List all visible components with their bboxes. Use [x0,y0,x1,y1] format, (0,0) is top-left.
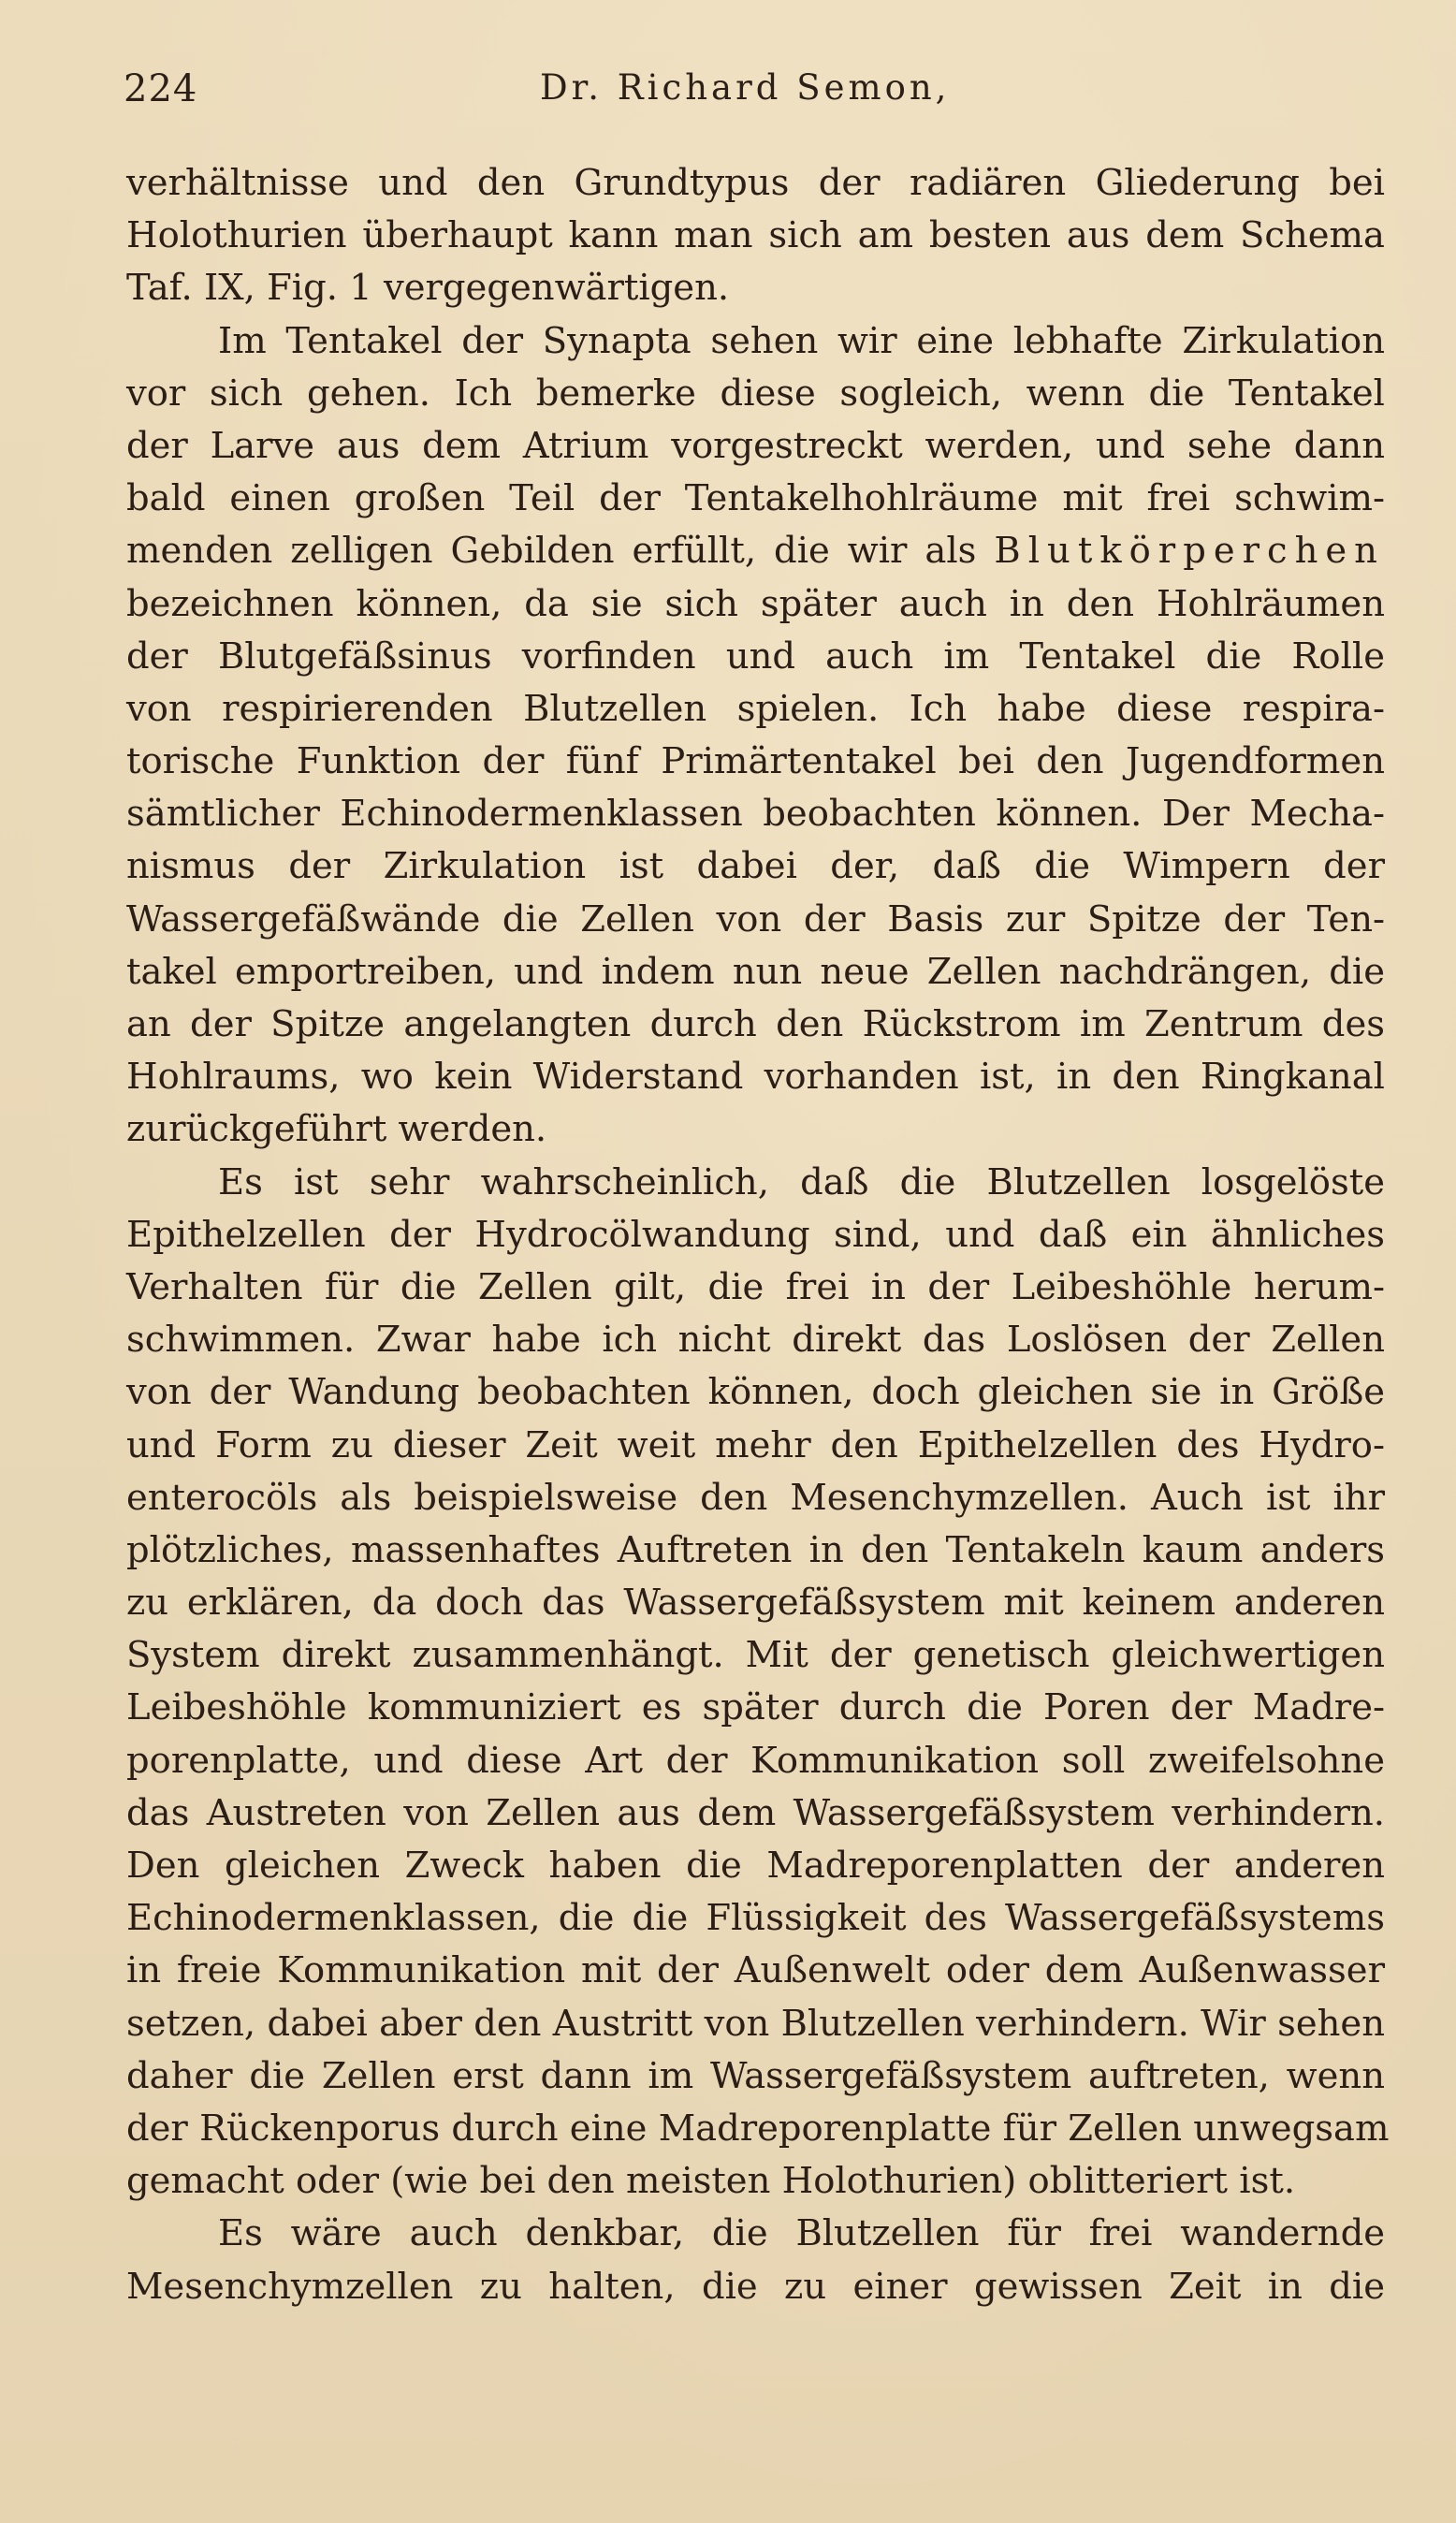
running-title: Dr. Richard Semon, [540,67,951,108]
text-line: der Rückenporus durch eine Madreporenplatte für Zellen unwegsam [126,2107,1390,2150]
text-line: daher die Zellen erst dann im Wassergefäßsystem auftreten, wenn [126,2054,1385,2097]
text-line: das Austreten von Zellen aus dem Wassergefäßsystem verhindern. [126,1791,1385,1834]
text-line: Verhalten für die Zellen gilt, die frei in der Leibeshöhle herum- [126,1265,1385,1308]
text-line: verhältnisse und den Grundtypus der radiären Gliederung bei [126,162,1385,204]
text-line: Taf. IX, Fig. 1 vergegenwärtigen. [126,267,730,310]
text-line: torische Funktion der fünf Primärtentakel bei den Jugendformen [126,740,1385,783]
text-line: und Form zu dieser Zeit weit mehr den Epithelzellen des Hydro- [126,1423,1385,1466]
running-head [124,67,1377,124]
text-line: der Larve aus dem Atrium vorgestreckt werden, und sehe dann [126,424,1385,467]
text-line: Leibeshöhle kommuniziert es später durch die Poren der Madre- [126,1686,1385,1729]
text-line: takel emportreiben, und indem nun neue Zellen nachdrängen, die [126,950,1385,993]
text-line: setzen, dabei aber den Austritt von Blutzellen verhindern. Wir sehen [126,2002,1385,2045]
text-line: porenplatte, und diese Art der Kommunikation soll zweifelsohne [126,1739,1385,1782]
text-line: Echinodermenklassen, die die Flüssigkeit des Wassergefäßsystems [126,1897,1385,1940]
text-line: an der Spitze angelangten durch den Rückstrom im Zentrum des [126,1003,1385,1045]
paragraph-start-line: Es wäre auch denkbar, die Blutzellen für frei wandernde [218,2212,1385,2255]
body-text [126,157,1390,2313]
paragraph-start-line: Im Tentakel der Synapta sehen wir eine lebhafte Zirkulation [218,319,1385,362]
text-line: Mesenchymzellen zu halten, die zu einer gewissen Zeit in die [126,2265,1385,2308]
text-line: zurückgeführt werden. [126,1108,547,1151]
page-number: 224 [124,67,198,110]
text-line: Hohlraums, wo kein Widerstand vorhanden ist, in den Ringkanal [126,1056,1385,1099]
text-line: plötzliches, massenhaftes Auftreten in den Tentakeln kaum anders [126,1528,1385,1571]
text-line: gemacht oder (wie bei den meisten Holothurien) oblitteriert ist. [126,2160,1296,2203]
text-line [126,525,1385,577]
spaced-term: Blutkörperchen [994,530,1385,573]
text-line: Wassergefäßwände die Zellen von der Basis zur Spitze der Ten- [126,897,1385,941]
text-line: bezeichnen können, da sie sich später auch in den Hohlräumen [126,582,1385,625]
text-line: System direkt zusammenhängt. Mit der genetisch gleichwertigen [126,1634,1385,1677]
text-line: zu erklären, da doch das Wassergefäßsystem mit keinem anderen [126,1582,1385,1625]
text-line: vor sich gehen. Ich bemerke diese sogleich, wenn die Tentakel [126,372,1385,415]
text-line: Epithelzellen der Hydrocölwandung sind, und daß ein ähnliches [126,1213,1385,1256]
text-line: der Blutgefäßsinus vorfinden und auch im Tentakel die Rolle [126,634,1385,678]
text-line: Den gleichen Zweck haben die Madreporenplatten der anderen [126,1845,1385,1887]
text-line: in freie Kommunikation mit der Außenwelt oder dem Außenwasser [126,1949,1385,1992]
text-line: nismus der Zirkulation ist dabei der, daß die Wimpern der [126,845,1385,888]
text-line: von respirierenden Blutzellen spielen. Ich habe diese respira- [126,687,1385,730]
text-line: bald einen großen Teil der Tentakelhohlräume mit frei schwim- [126,477,1385,520]
text-line: von der Wandung beobachten können, doch gleichen sie in Größe [126,1371,1385,1414]
text-line: sämtlicher Echinodermenklassen beobachten können. Der Mecha- [126,793,1385,836]
text-line: enterocöls als beispielsweise den Mesenchymzellen. Auch ist ihr [126,1476,1385,1519]
text-line: schwimmen. Zwar habe ich nicht direkt das Loslösen der Zellen [126,1319,1385,1362]
paragraph-start-line: Es ist sehr wahrscheinlich, daß die Blutzellen losgelöste [218,1160,1385,1203]
text-fragment: menden zelligen Gebilden erfüllt, die wir als [126,530,977,573]
text-line: Holothurien überhaupt kann man sich am besten aus dem Schema [126,214,1385,257]
